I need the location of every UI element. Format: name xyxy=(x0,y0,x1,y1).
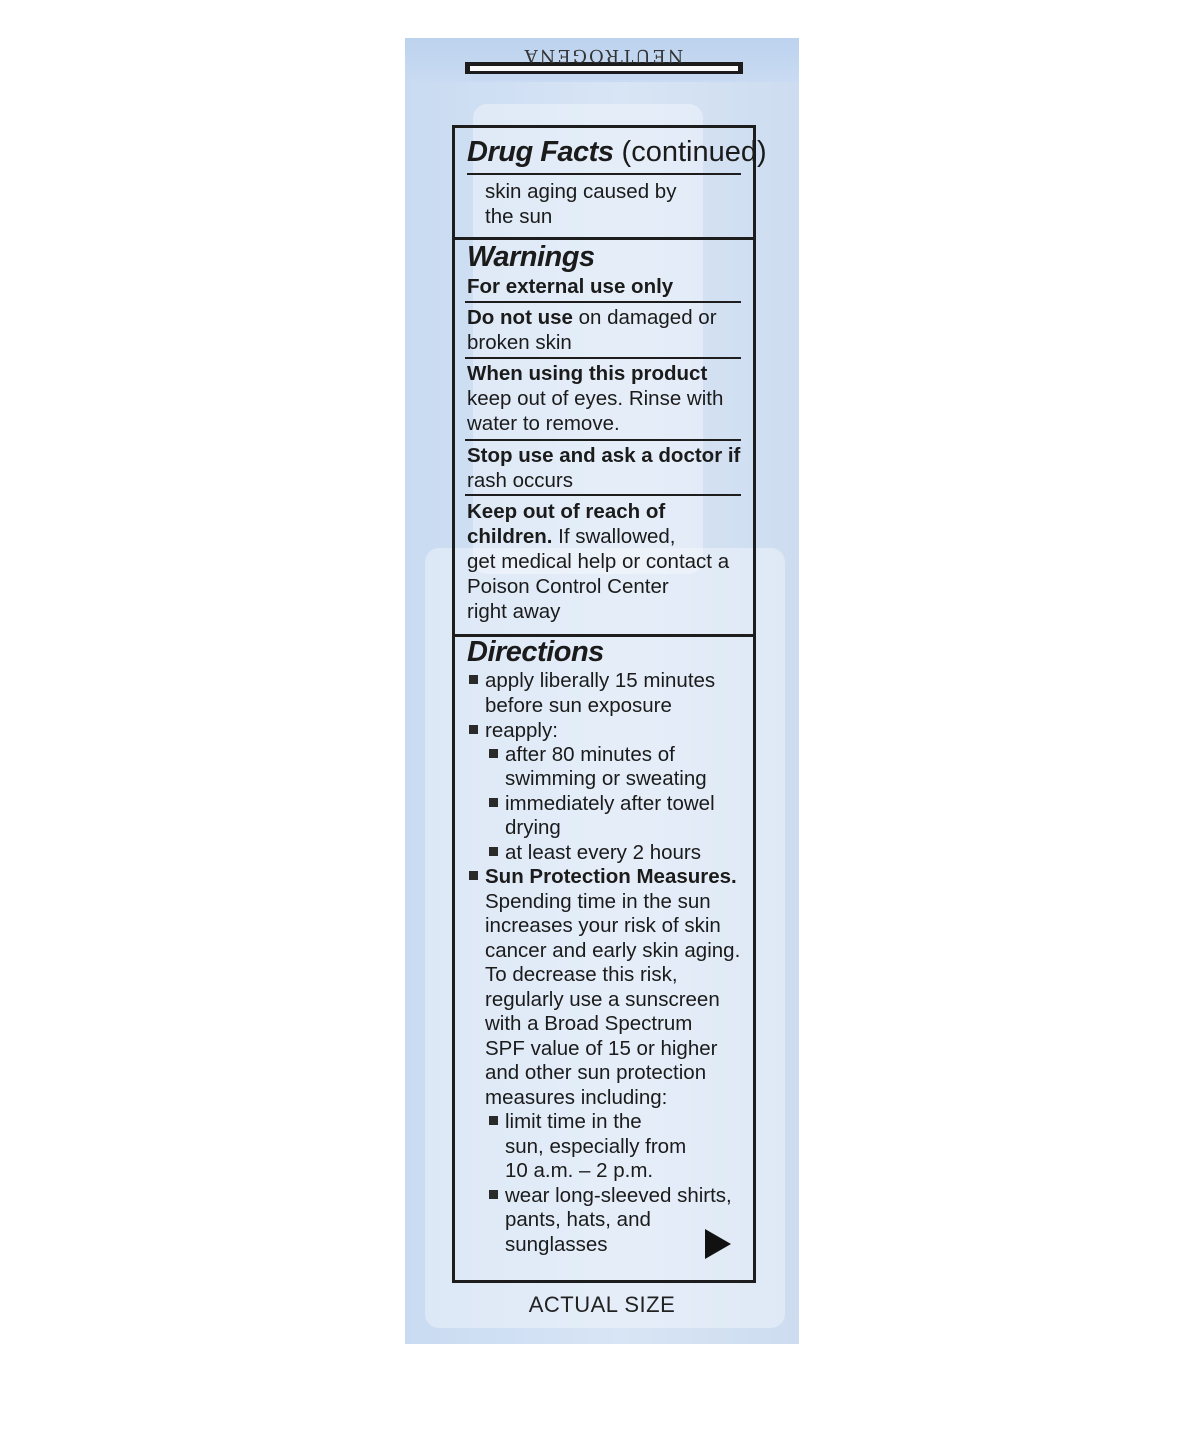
apply-line-1: apply liberally 15 minutes xyxy=(485,669,716,692)
spm-line-5: regularly use a sunscreen xyxy=(485,988,720,1011)
uses-line-2: the sun xyxy=(485,205,553,228)
when-using-line-2: water to remove. xyxy=(467,412,620,435)
keep-out-heading: Keep out of reach of xyxy=(467,500,666,523)
external-use-text: For external use only xyxy=(467,275,674,298)
when-using-heading: When using this product xyxy=(467,362,708,385)
spm-line-9: measures including: xyxy=(485,1086,668,1109)
spm-line-6: with a Broad Spectrum xyxy=(485,1012,693,1035)
limit-line-1: limit time in the xyxy=(505,1110,642,1133)
rule-4 xyxy=(465,494,741,496)
keep-out-line-2: children. If swallowed, xyxy=(467,525,676,548)
spm-line-8: and other sun protection xyxy=(485,1061,707,1084)
wear-line-2: pants, hats, and xyxy=(505,1208,651,1231)
sub-bullet-icon xyxy=(489,798,498,807)
bullet-icon xyxy=(469,675,478,684)
keep-out-line-3: get medical help or contact a xyxy=(467,550,730,573)
every-2-hours-text: at least every 2 hours xyxy=(505,841,701,864)
drug-facts-panel xyxy=(452,125,767,1283)
warnings-heading: Warnings xyxy=(467,241,595,273)
do-not-use-line-1: Do not use on damaged or xyxy=(467,306,717,329)
after-80-line-2: swimming or sweating xyxy=(505,767,707,790)
reapply-text: reapply: xyxy=(485,719,558,742)
sub-bullet-icon xyxy=(489,749,498,758)
towel-line-2: drying xyxy=(505,816,561,839)
directions-section xyxy=(455,634,753,1280)
spm-heading: Sun Protection Measures. xyxy=(485,865,737,888)
directions-heading: Directions xyxy=(467,636,604,668)
spm-line-4: To decrease this risk, xyxy=(485,963,678,986)
rule-2 xyxy=(465,357,741,359)
sub-bullet-icon xyxy=(489,1190,498,1199)
wear-line-3: sunglasses xyxy=(505,1233,608,1256)
limit-line-3: 10 a.m. – 2 p.m. xyxy=(505,1159,654,1182)
spm-line-2: increases your risk of skin xyxy=(485,914,721,937)
spm-line-7: SPF value of 15 or higher xyxy=(485,1037,718,1060)
sub-bullet-icon xyxy=(489,1116,498,1125)
when-using-line-1: keep out of eyes. Rinse with xyxy=(467,387,724,410)
keep-out-line-4: Poison Control Center xyxy=(467,575,669,598)
bullet-icon xyxy=(469,725,478,734)
limit-line-2: sun, especially from xyxy=(505,1135,687,1158)
uses-line-1: skin aging caused by xyxy=(485,180,677,203)
brand-logo-upside-down: NEUTROGENA xyxy=(443,42,763,76)
towel-line-1: immediately after towel xyxy=(505,792,715,815)
continued-arrow-icon xyxy=(705,1229,731,1259)
do-not-use-line-2: broken skin xyxy=(467,331,572,354)
sub-bullet-icon xyxy=(489,847,498,856)
stop-use-heading: Stop use and ask a doctor if xyxy=(467,444,741,467)
keep-out-line-5: right away xyxy=(467,600,561,623)
bullet-icon xyxy=(469,871,478,880)
after-80-line-1: after 80 minutes of xyxy=(505,743,675,766)
apply-line-2: before sun exposure xyxy=(485,694,672,717)
spm-line-1: Spending time in the sun xyxy=(485,890,711,913)
wear-line-1: wear long-sleeved shirts, xyxy=(505,1184,732,1207)
spm-line-3: cancer and early skin aging. xyxy=(485,939,741,962)
rule-3 xyxy=(465,439,741,441)
drug-facts-title: Drug Facts (continued) xyxy=(467,136,767,168)
drug-facts-header-section xyxy=(455,128,767,240)
title-rule xyxy=(467,173,741,175)
stop-use-line: rash occurs xyxy=(467,469,573,492)
actual-size-label: ACTUAL SIZE xyxy=(528,1292,676,1317)
rule-1 xyxy=(465,301,741,303)
warnings-section xyxy=(455,237,753,637)
